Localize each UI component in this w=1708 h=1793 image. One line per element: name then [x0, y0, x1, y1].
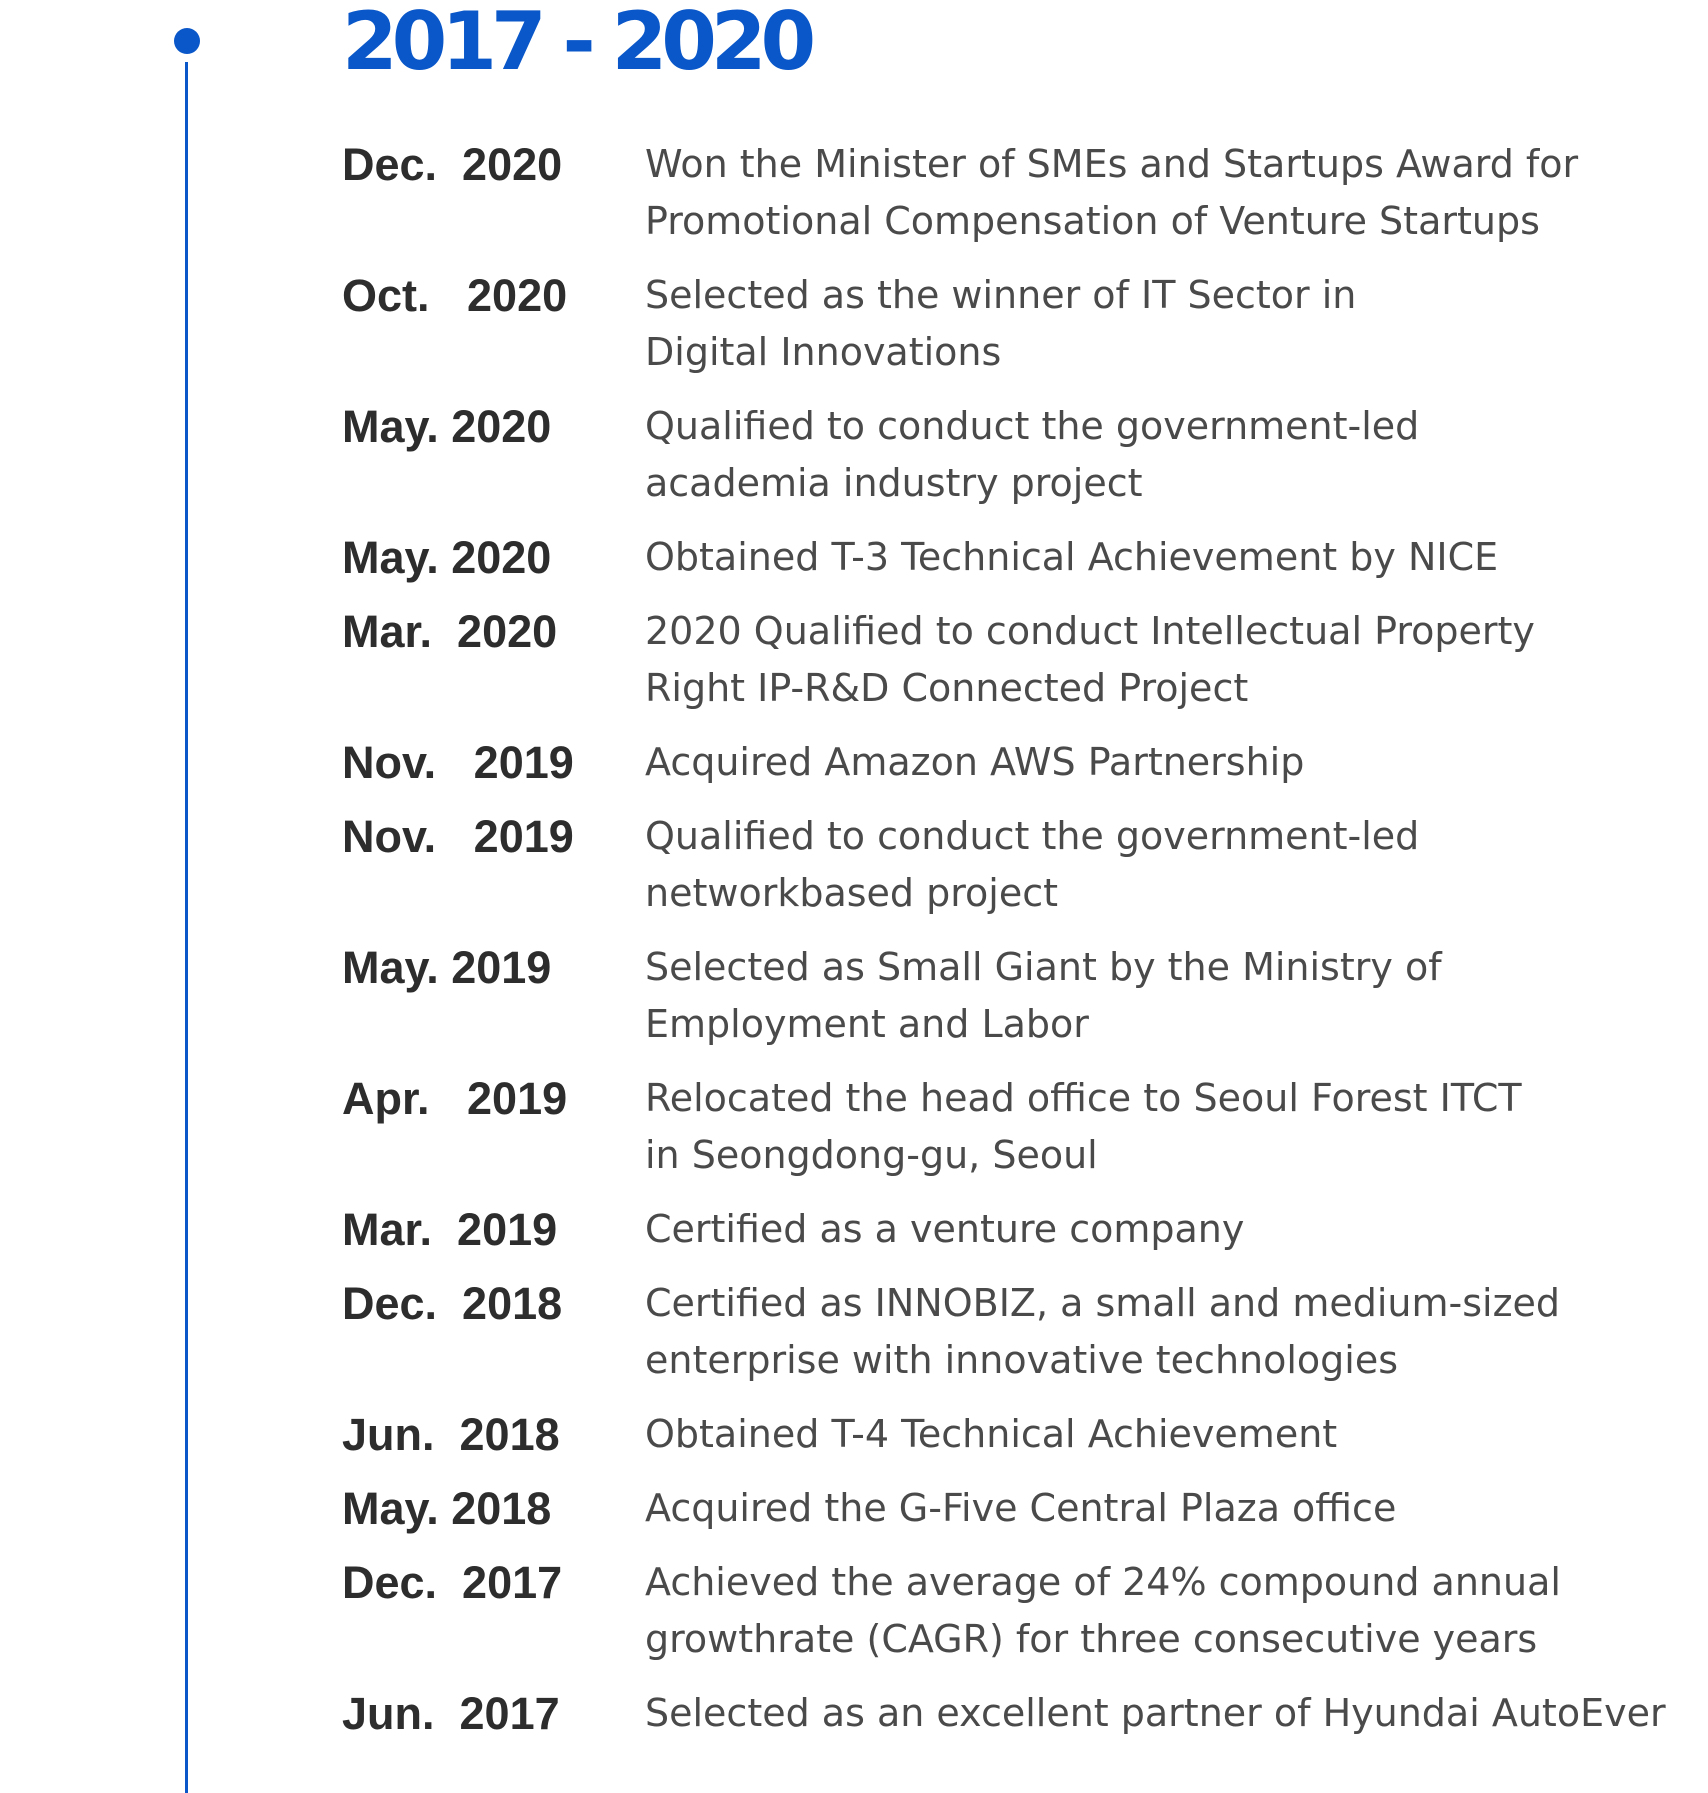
- timeline-entry: [342, 136, 1708, 250]
- entry-date: Apr. 2019: [342, 1073, 568, 1124]
- entry-date: Mar. 2019: [342, 1204, 558, 1255]
- timeline-entry: [342, 1685, 1708, 1742]
- timeline-entries: [342, 136, 1708, 1759]
- entry-text: Qualified to conduct the government-led academia industry project: [645, 404, 1420, 505]
- timeline-dot: [174, 28, 200, 54]
- entry-text: Obtained T-4 Technical Achievement: [645, 1412, 1338, 1456]
- entry-text: Selected as the winner of IT Sector in Digital Innovations: [645, 273, 1357, 374]
- entry-date: Jun. 2017: [342, 1688, 560, 1739]
- timeline-entry: [342, 529, 1708, 586]
- timeline-entry: [342, 1554, 1708, 1668]
- entry-text: Qualified to conduct the government-led networkbased project: [645, 814, 1420, 915]
- timeline-line: [185, 62, 188, 1793]
- period-title: 2017 - 2020: [342, 0, 811, 88]
- entry-date: Dec. 2020: [342, 139, 563, 190]
- entry-date: Nov. 2019: [342, 811, 574, 862]
- entry-date: Mar. 2020: [342, 606, 558, 657]
- timeline-entry: [342, 1406, 1708, 1463]
- entry-text: Obtained T-3 Technical Achievement by NICE: [645, 535, 1499, 579]
- entry-date: May. 2019: [342, 942, 552, 993]
- entry-text: Acquired the G-Five Central Plaza office: [645, 1486, 1397, 1530]
- timeline-entry: [342, 1275, 1708, 1389]
- timeline-entry: [342, 267, 1708, 381]
- entry-date: May. 2018: [342, 1483, 552, 1534]
- timeline-entry: [342, 603, 1708, 717]
- timeline-entry: [342, 1201, 1708, 1258]
- entry-date: Jun. 2018: [342, 1409, 560, 1460]
- entry-text: Achieved the average of 24% compound annual growthrate (CAGR) for three consecutive years: [645, 1560, 1561, 1661]
- entry-text: Acquired Amazon AWS Partnership: [645, 740, 1305, 784]
- entry-text: Won the Minister of SMEs and Startups Award for Promotional Compensation of Venture Startups: [645, 142, 1579, 243]
- timeline-entry: [342, 1070, 1708, 1184]
- entry-date: Dec. 2018: [342, 1278, 563, 1329]
- timeline-entry: [342, 939, 1708, 1053]
- entry-date: Dec. 2017: [342, 1557, 563, 1608]
- entry-date: Oct. 2020: [342, 270, 568, 321]
- entry-text: Selected as Small Giant by the Ministry of Employment and Labor: [645, 945, 1442, 1046]
- timeline-entry: [342, 808, 1708, 922]
- timeline-entry: [342, 734, 1708, 791]
- entry-date: May. 2020: [342, 532, 552, 583]
- entry-text: Certified as INNOBIZ, a small and medium-sized enterprise with innovative technologies: [645, 1281, 1561, 1382]
- entry-text: Selected as an excellent partner of Hyundai AutoEver: [645, 1691, 1666, 1735]
- entry-text: Certified as a venture company: [645, 1207, 1245, 1251]
- entry-text: 2020 Qualified to conduct Intellectual Property Right IP-R&D Connected Project: [645, 609, 1535, 710]
- entry-text: Relocated the head office to Seoul Forest ITCT in Seongdong-gu, Seoul: [645, 1076, 1522, 1177]
- entry-date: May. 2020: [342, 401, 552, 452]
- timeline-entry: [342, 398, 1708, 512]
- entry-date: Nov. 2019: [342, 737, 574, 788]
- timeline-entry: [342, 1480, 1708, 1537]
